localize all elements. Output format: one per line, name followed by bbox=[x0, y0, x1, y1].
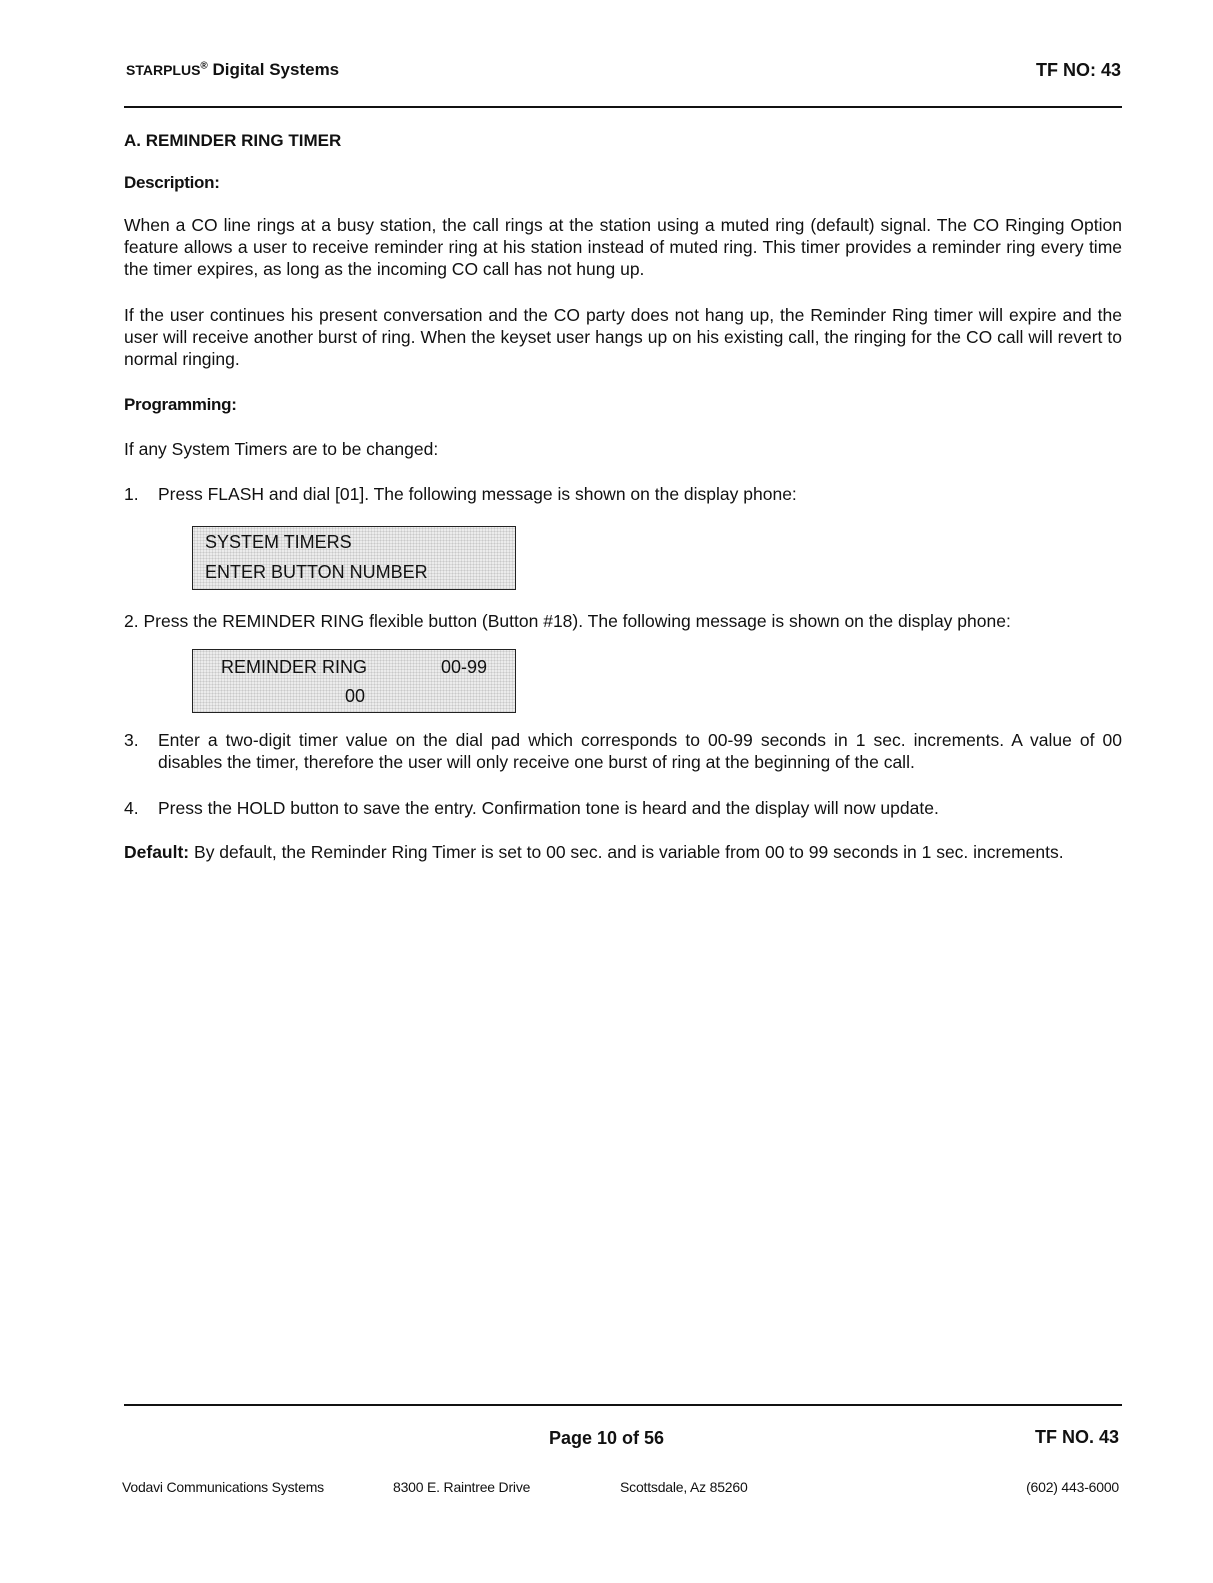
footer-phone: (602) 443-6000 bbox=[1026, 1479, 1119, 1495]
step-number: 2. bbox=[124, 611, 139, 631]
default-label: Default: bbox=[124, 842, 190, 862]
display-label: REMINDER RING bbox=[221, 657, 368, 677]
default-note bbox=[124, 841, 1122, 863]
display-line-1: SYSTEM TIMERS bbox=[205, 532, 352, 552]
display-line-2: ENTER BUTTON NUMBER bbox=[205, 562, 428, 582]
step-number: 4. bbox=[124, 798, 139, 818]
product-name: Digital Systems bbox=[212, 60, 340, 79]
description-paragraph-2: If the user continues his present conversation and the CO party does not hang up, the Reminder Ring timer will expire and the user will receive another burst of ring. When the keyset user hangs up on his existing call, the ringing for the CO call will revert to normal ringing. bbox=[124, 305, 1122, 369]
display-system-timers bbox=[192, 526, 516, 590]
description-label: Description: bbox=[124, 173, 220, 192]
document-body bbox=[124, 130, 1122, 863]
step-text: Press FLASH and dial [01]. The following message is shown on the display phone: bbox=[158, 484, 797, 504]
footer-tf-number: TF NO. 43 bbox=[1034, 1427, 1119, 1447]
step-4 bbox=[124, 797, 1122, 819]
page-number: Page 10 of 56 bbox=[548, 1428, 665, 1448]
step-2 bbox=[124, 610, 1122, 632]
step-number: 1. bbox=[124, 484, 139, 504]
step-text: Enter a two-digit timer value on the dial pad which corresponds to 00-99 seconds in 1 sec. increments. A value of 00 disables the timer, therefore the user will only receive one burst of ring at the beginning of the call. bbox=[158, 730, 1122, 772]
step-number: 3. bbox=[124, 730, 139, 750]
brand-name: STARPLUS bbox=[126, 62, 201, 78]
display-range: 00-99 bbox=[441, 657, 488, 677]
step-1 bbox=[124, 483, 1122, 505]
programming-intro: If any System Timers are to be changed: bbox=[124, 439, 439, 459]
header-brand bbox=[126, 60, 339, 80]
section-title: A. REMINDER RING TIMER bbox=[124, 131, 342, 150]
description-paragraph-1: When a CO line rings at a busy station, the call rings at the station using a muted ring (default) signal. The CO Ringing Option feature allows a user to receive reminder ring at his station instead of muted ring. This timer provides a reminder ring every time the timer expires, as long as the incoming CO call has not hung up. bbox=[124, 215, 1122, 279]
step-text: Press the HOLD button to save the entry. Confirmation tone is heard and the display will now update. bbox=[158, 798, 939, 818]
step-text: Press the REMINDER RING flexible button (Button #18). The following message is shown on the display phone: bbox=[143, 611, 1011, 631]
step-3 bbox=[124, 729, 1122, 773]
programming-label: Programming: bbox=[124, 395, 237, 414]
footer-rule bbox=[124, 1404, 1122, 1406]
header-rule bbox=[124, 106, 1122, 108]
header-tf-number: TF NO: 43 bbox=[1035, 60, 1121, 80]
default-text: By default, the Reminder Ring Timer is set to 00 sec. and is variable from 00 to 99 seconds in 1 sec. increments. bbox=[194, 842, 1064, 862]
registered-mark: ® bbox=[200, 60, 208, 72]
footer-company: Vodavi Communications Systems bbox=[122, 1479, 324, 1495]
display-reminder-ring bbox=[192, 649, 516, 713]
footer-street: 8300 E. Raintree Drive bbox=[393, 1479, 531, 1495]
display-value: 00 bbox=[345, 686, 366, 706]
footer-city: Scottsdale, Az 85260 bbox=[620, 1479, 748, 1495]
